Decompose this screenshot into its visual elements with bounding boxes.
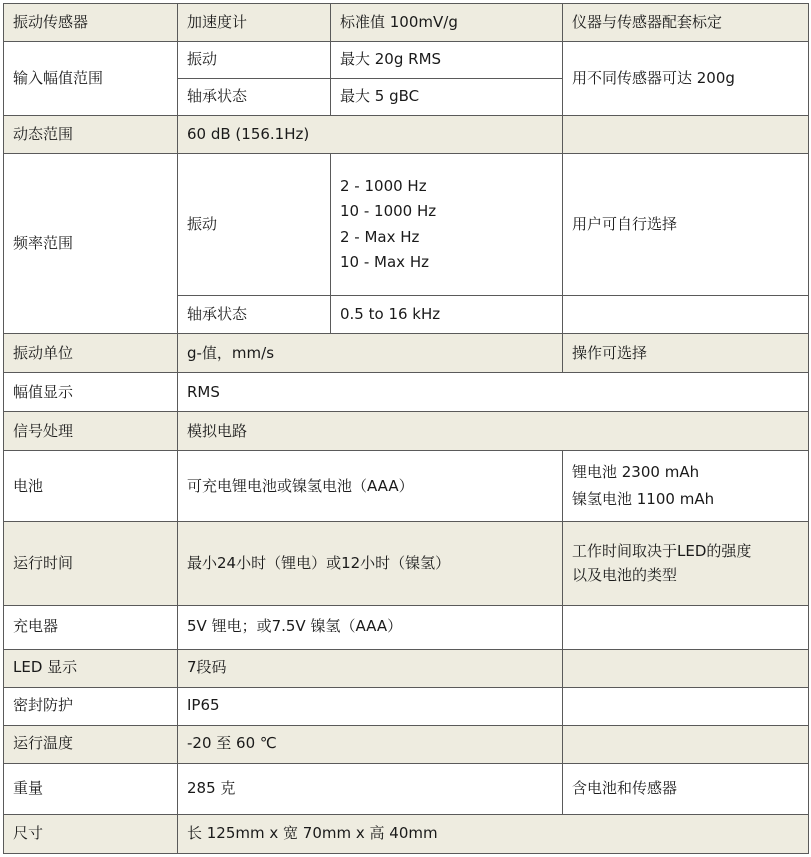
amplitude-display-row	[4, 373, 809, 412]
spec-table	[3, 3, 809, 854]
weight-label: 重量	[4, 763, 178, 814]
frequency-value-4: 10 - Max Hz	[340, 253, 429, 272]
frequency-vibration-values	[331, 154, 563, 296]
dynamic-range-row	[4, 116, 809, 154]
weight-row	[4, 763, 809, 814]
frequency-vibration-label: 振动	[178, 154, 331, 296]
led-display-value: 7段码	[178, 649, 563, 687]
header-sensor-cell: 振动传感器	[4, 4, 178, 42]
battery-row	[4, 451, 809, 522]
sealing-row	[4, 687, 809, 725]
battery-note	[563, 451, 809, 522]
battery-label: 电池	[4, 451, 178, 522]
frequency-range-note: 用户可自行选择	[563, 154, 809, 296]
header-standard-cell: 标准值 100mV/g	[331, 4, 563, 42]
input-amplitude-vibration-value: 最大 20g RMS	[331, 42, 563, 79]
battery-value: 可充电锂电池或镍氢电池（AAA）	[178, 451, 563, 522]
input-amplitude-row-1	[4, 42, 809, 79]
weight-note: 含电池和传感器	[563, 763, 809, 814]
input-amplitude-vibration-label: 振动	[178, 42, 331, 79]
sealing-value: IP65	[178, 687, 563, 725]
dimensions-row	[4, 814, 809, 853]
signal-processing-value: 模拟电路	[178, 412, 809, 451]
sealing-note	[563, 687, 809, 725]
led-display-row	[4, 649, 809, 687]
runtime-note	[563, 522, 809, 605]
charger-value: 5V 锂电；或7.5V 镍氢（AAA）	[178, 605, 563, 649]
frequency-value-2: 10 - 1000 Hz	[340, 202, 437, 221]
vibration-unit-note: 操作可选择	[563, 334, 809, 373]
dimensions-value: 长 125mm x 宽 70mm x 高 40mm	[178, 814, 809, 853]
runtime-note-line-2: 以及电池的类型	[572, 565, 678, 584]
operating-temp-value: -20 至 60 ℃	[178, 725, 563, 763]
header-type-cell: 加速度计	[178, 4, 331, 42]
charger-row	[4, 605, 809, 649]
signal-processing-row	[4, 412, 809, 451]
header-row	[4, 4, 809, 42]
operating-temp-row	[4, 725, 809, 763]
frequency-value-3: 2 - Max Hz	[340, 227, 420, 246]
runtime-value: 最小24小时（锂电）或12小时（镍氢）	[178, 522, 563, 605]
dimensions-label: 尺寸	[4, 814, 178, 853]
frequency-bearing-value: 0.5 to 16 kHz	[331, 296, 563, 334]
input-amplitude-label: 输入幅值范围	[4, 42, 178, 116]
dynamic-range-note	[563, 116, 809, 154]
charger-note	[563, 605, 809, 649]
frequency-bearing-label: 轴承状态	[178, 296, 331, 334]
battery-note-nimh: 镍氢电池 1100 mAh	[572, 490, 715, 509]
battery-note-lithium: 锂电池 2300 mAh	[572, 462, 700, 481]
amplitude-display-label: 幅值显示	[4, 373, 178, 412]
dynamic-range-value: 60 dB (156.1Hz)	[178, 116, 563, 154]
frequency-range-label: 频率范围	[4, 154, 178, 334]
led-display-label: LED 显示	[4, 649, 178, 687]
dynamic-range-label: 动态范围	[4, 116, 178, 154]
runtime-note-line-1: 工作时间取决于LED的强度	[572, 542, 752, 561]
runtime-label: 运行时间	[4, 522, 178, 605]
header-calibration-cell: 仪器与传感器配套标定	[563, 4, 809, 42]
input-amplitude-note: 用不同传感器可达 200g	[563, 42, 809, 116]
amplitude-display-value: RMS	[178, 373, 809, 412]
operating-temp-note	[563, 725, 809, 763]
frequency-bearing-note	[563, 296, 809, 334]
charger-label: 充电器	[4, 605, 178, 649]
led-display-note	[563, 649, 809, 687]
vibration-unit-label: 振动单位	[4, 334, 178, 373]
weight-value: 285 克	[178, 763, 563, 814]
input-amplitude-bearing-value: 最大 5 gBC	[331, 79, 563, 116]
vibration-unit-row	[4, 334, 809, 373]
runtime-row	[4, 522, 809, 605]
frequency-range-row-1	[4, 154, 809, 296]
sealing-label: 密封防护	[4, 687, 178, 725]
operating-temp-label: 运行温度	[4, 725, 178, 763]
signal-processing-label: 信号处理	[4, 412, 178, 451]
input-amplitude-bearing-label: 轴承状态	[178, 79, 331, 116]
vibration-unit-value: g-值，mm/s	[178, 334, 563, 373]
frequency-value-1: 2 - 1000 Hz	[340, 176, 427, 195]
